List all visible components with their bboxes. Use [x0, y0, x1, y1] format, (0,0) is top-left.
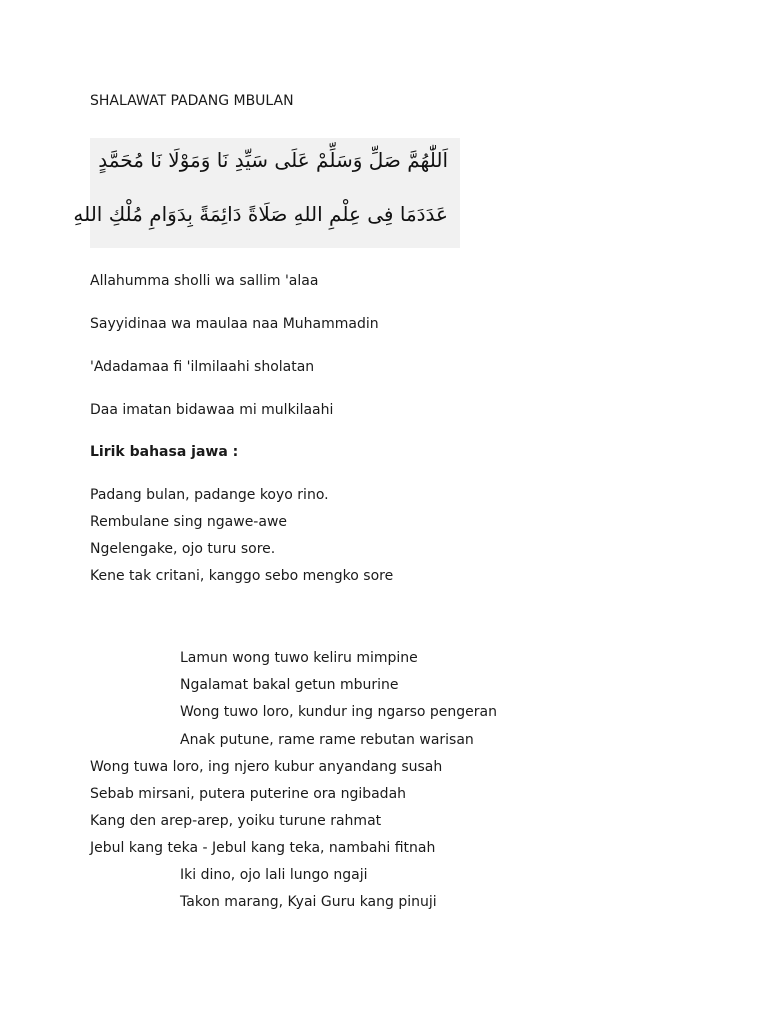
lyric-line: Wong tuwa loro, ing njero kubur anyandang susah — [90, 759, 443, 775]
arabic-line-2: عَدَدَمَا فِى عِلْمِ اللهِ صَلَاةً دَائِمَةً بِدَوَامِ مُلْكِ اللهِ — [73, 202, 448, 226]
lyric-line-indented: Ngalamat bakal getun mburine — [180, 677, 399, 693]
lyric-line: Ngelengake, ojo turu sore. — [90, 541, 276, 557]
lyric-line-indented: Takon marang, Kyai Guru kang pinuji — [180, 894, 437, 910]
lyric-line-indented: Lamun wong tuwo keliru mimpine — [180, 650, 418, 666]
transliteration-line: 'Adadamaa fi 'ilmilaahi sholatan — [90, 359, 315, 375]
transliteration-line: Sayyidinaa wa maulaa naa Muhammadin — [90, 316, 379, 332]
lyric-line: Padang bulan, padange koyo rino. — [90, 487, 329, 503]
lyric-line: Kene tak critani, kanggo sebo mengko sore — [90, 568, 394, 584]
lyric-line: Rembulane sing ngawe-awe — [90, 514, 288, 530]
lyric-line: Kang den arep-arep, yoiku turune rahmat — [90, 813, 382, 829]
lyric-line: Sebab mirsani, putera puterine ora ngibadah — [90, 786, 407, 802]
arabic-line-1: اَللّٰهُمَّ صَلِّ وَسَلِّمْ عَلَى سَيِّدِ نَا وَمَوْلَا نَا مُحَمَّدٍ — [98, 148, 448, 172]
lirik-heading: Lirik bahasa jawa : — [90, 444, 239, 460]
lyric-line-indented: Anak putune, rame rame rebutan warisan — [180, 732, 474, 748]
lyric-line-indented: Iki dino, ojo lali lungo ngaji — [180, 867, 368, 883]
transliteration-line: Daa imatan bidawaa mi mulkilaahi — [90, 402, 334, 418]
lyric-line-indented: Wong tuwo loro, kundur ing ngarso pengeran — [180, 704, 497, 720]
lyric-line: Jebul kang teka - Jebul kang teka, nambahi fitnah — [90, 840, 436, 856]
page-title: SHALAWAT PADANG MBULAN — [90, 93, 294, 109]
arabic-text-image — [73, 138, 460, 248]
transliteration-line: Allahumma sholli wa sallim 'alaa — [90, 273, 319, 289]
